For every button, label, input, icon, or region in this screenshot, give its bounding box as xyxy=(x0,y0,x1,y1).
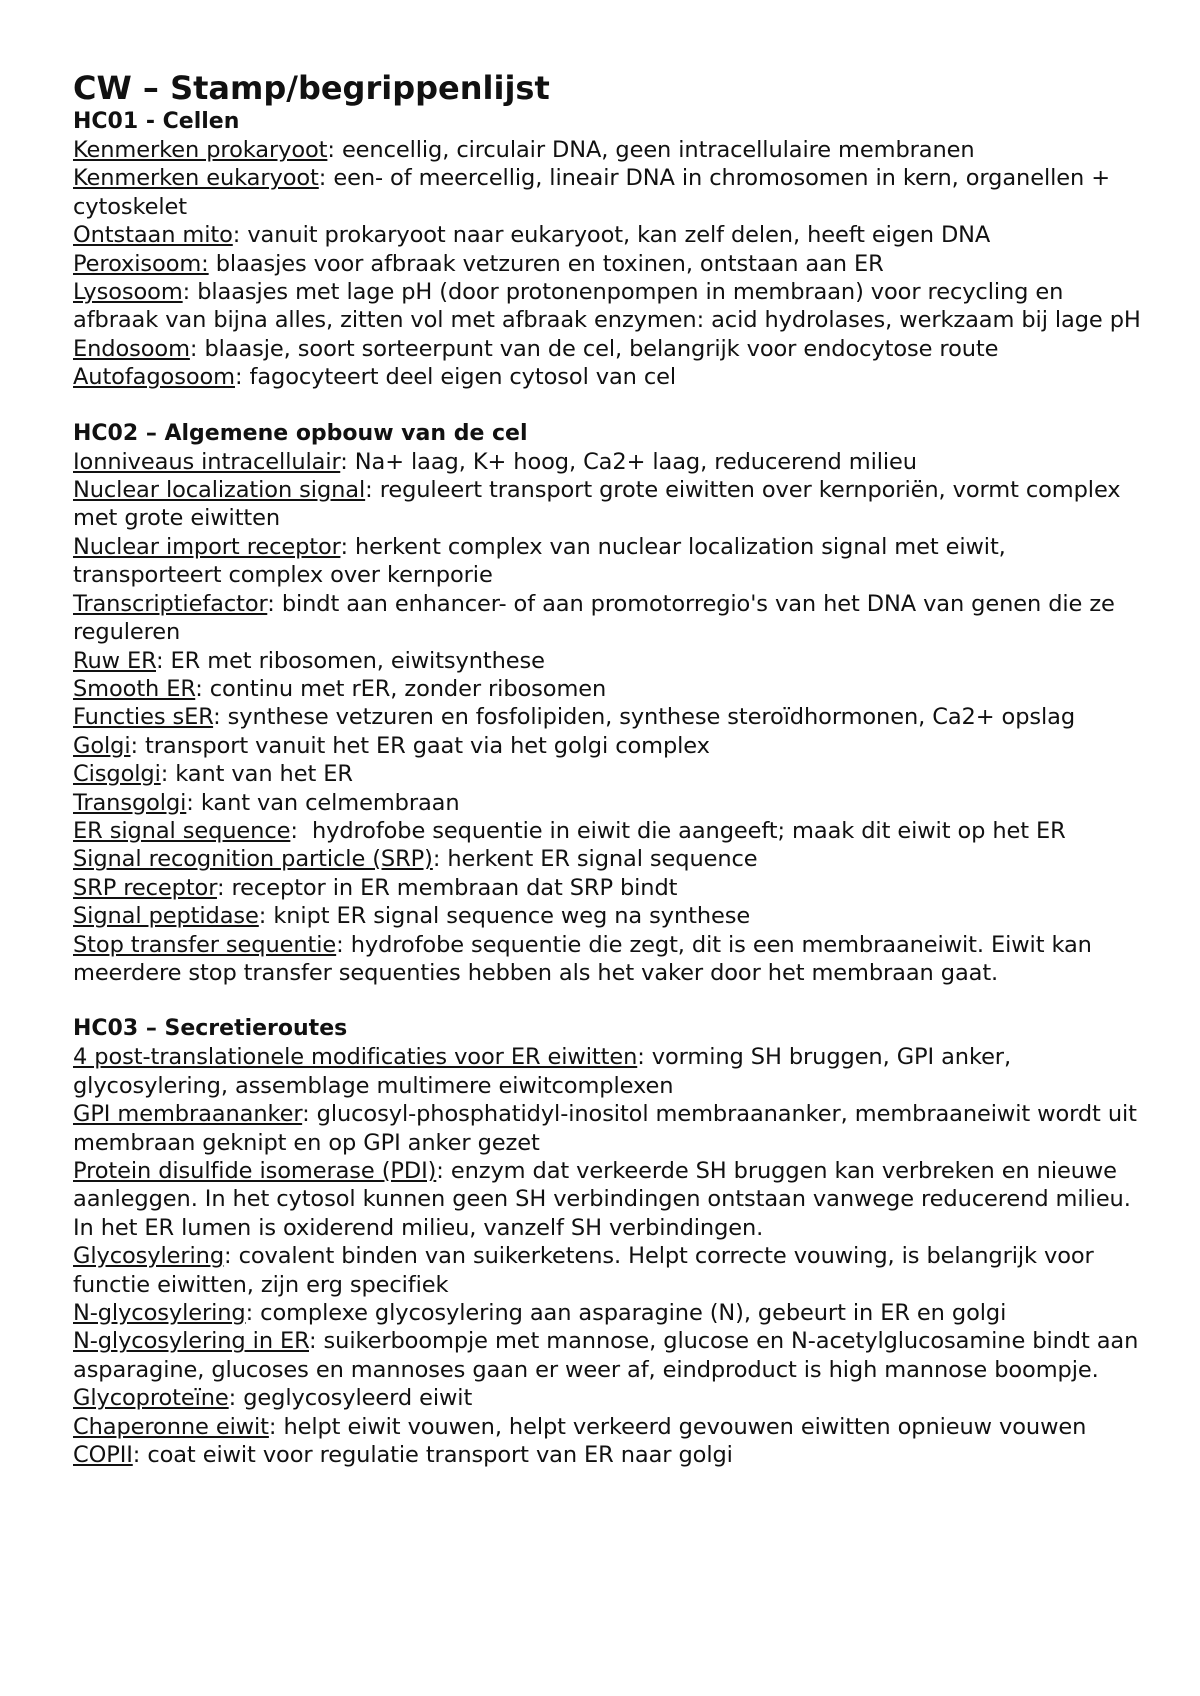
term-separator: : xyxy=(336,931,351,958)
glossary-term: Transgolgi xyxy=(73,789,187,816)
glossary-definition: Na+ laag, K+ hoog, Ca2+ laag, reducerend milieu xyxy=(354,448,917,475)
glossary-definition: kant van het ER xyxy=(175,761,353,788)
glossary-term: Autofagosoom xyxy=(73,364,235,391)
glossary-definition: herkent complex van nuclear localization signal met eiwit, transporteert complex over kernporie xyxy=(73,533,1006,589)
term-separator: : xyxy=(637,1044,652,1071)
glossary-term: Nuclear localization signal xyxy=(73,477,366,504)
glossary-term: Ruw ER xyxy=(73,647,156,674)
glossary-definition: herkent ER signal sequence xyxy=(447,846,758,873)
glossary-entry xyxy=(73,703,1143,731)
glossary-term: Smooth ER xyxy=(73,675,196,702)
term-separator: : xyxy=(228,1385,244,1412)
glossary-entry xyxy=(73,1384,1143,1412)
term-separator: : xyxy=(340,533,355,560)
glossary-definition: bindt aan enhancer- of aan promotorregio's van het DNA van genen die ze reguleren xyxy=(73,590,1115,646)
glossary-term: GPI membraananker xyxy=(73,1101,303,1128)
glossary-definition: covalent binden van suikerketens. Helpt correcte vouwing, is belangrijk voor functie eiwitten, zijn erg specifiek xyxy=(73,1243,1094,1298)
term-separator: : xyxy=(234,364,250,391)
glossary-definition: complexe glycosylering aan asparagine (N), gebeurt in ER en golgi xyxy=(260,1300,1007,1327)
glossary-term: Stop transfer sequentie xyxy=(73,931,337,958)
glossary-term: Functies sER xyxy=(73,704,214,731)
glossary-entry xyxy=(73,250,1143,278)
term-separator: : xyxy=(267,590,282,617)
term-separator: : xyxy=(156,647,171,674)
section-heading: HC01 - Cellen xyxy=(73,109,240,134)
glossary-entry xyxy=(73,164,1143,221)
term-separator: : xyxy=(186,789,201,816)
glossary-term: Kenmerken prokaryoot xyxy=(73,137,328,163)
glossary-entry xyxy=(73,278,1143,335)
glossary-definition: blaasjes voor afbraak vetzuren en toxinen, ontstaan aan ER xyxy=(215,250,884,277)
section-hc02 xyxy=(73,420,1143,988)
term-separator: : xyxy=(195,675,210,702)
glossary-term: Glycosylering xyxy=(73,1243,225,1270)
section-hc03 xyxy=(73,1015,1143,1469)
glossary-definition: vanuit prokaryoot naar eukaryoot, kan zelf delen, heeft eigen DNA xyxy=(247,222,991,249)
glossary-entry xyxy=(73,335,1143,363)
glossary-entry xyxy=(73,136,1143,164)
term-separator: : xyxy=(268,1413,284,1440)
glossary-entry xyxy=(73,931,1143,988)
term-separator: : xyxy=(232,222,248,249)
term-separator: : xyxy=(340,448,355,475)
glossary-entry xyxy=(73,760,1143,788)
glossary-term: Transcriptiefactor xyxy=(73,590,268,617)
glossary-definition: kant van celmembraan xyxy=(200,789,460,816)
term-separator: : xyxy=(318,165,334,192)
glossary-definition: een- of meercellig, lineair DNA in chromosomen in kern, organellen + cytoskelet xyxy=(73,165,1110,220)
glossary-entry xyxy=(73,590,1143,647)
glossary-term: Protein disulfide isomerase (PDI) xyxy=(73,1158,437,1184)
term-separator: : xyxy=(302,1101,317,1128)
glossary-entry xyxy=(73,1157,1143,1242)
term-separator: : xyxy=(132,1442,148,1469)
term-separator: : xyxy=(182,279,198,306)
glossary-entry xyxy=(73,1441,1143,1469)
document-title: CW – Stamp/begrippenlijst xyxy=(73,69,550,107)
glossary-entry xyxy=(73,675,1143,703)
term-separator: : xyxy=(130,732,146,759)
glossary-entry xyxy=(73,1327,1143,1384)
section-hc01 xyxy=(73,108,1143,392)
glossary-term: Ionniveaus intracellulair xyxy=(73,448,341,475)
glossary-entry xyxy=(73,476,1143,533)
term-separator: : xyxy=(436,1158,451,1184)
glossary-term: Nuclear import receptor xyxy=(73,533,341,560)
glossary-term: Signal recognition particle (SRP) xyxy=(73,846,433,873)
glossary-entry xyxy=(73,1299,1143,1327)
term-separator: : xyxy=(258,903,274,930)
term-separator: : xyxy=(327,137,342,163)
glossary-term: Endosoom xyxy=(73,335,190,362)
glossary-definition: synthese vetzuren en fosfolipiden, synthese steroïdhormonen, Ca2+ opslag xyxy=(227,704,1076,731)
glossary-definition: enzym dat verkeerde SH bruggen kan verbreken en nieuwe aanleggen. In het cytosol kunnen geen SH verbindingen ontstaan vanwege reducerend milieu. In het ER lumen is oxiderend milieu, vanzelf SH verbindingen. xyxy=(73,1158,1131,1241)
glossary-term: Lysosoom xyxy=(73,279,183,306)
glossary-definition: vorming SH bruggen, GPI anker, glycosylering, assemblage multimere eiwitcomplexen xyxy=(73,1044,1012,1099)
term-separator: : xyxy=(309,1328,324,1355)
glossary-entry xyxy=(73,533,1143,590)
glossary-term: ER signal sequence xyxy=(73,817,291,844)
glossary-term: Signal peptidase xyxy=(73,903,259,930)
glossary-definition: glucosyl-phosphatidyl-inositol membraananker, membraaneiwit wordt uit membraan geknipt en op GPI anker gezet xyxy=(73,1101,1137,1156)
glossary-term: Glycoproteïne xyxy=(73,1385,229,1412)
glossary-term: SRP receptor xyxy=(73,874,217,901)
glossary-definition: geglycosyleerd eiwit xyxy=(243,1385,473,1412)
glossary-definition: blaasje, soort sorteerpunt van de cel, belangrijk voor endocytose route xyxy=(204,335,999,362)
glossary-definition: hydrofobe sequentie die zegt, dit is een membraaneiwit. Eiwit kan meerdere stop transfer sequenties hebben als het vaker door het membraan gaat. xyxy=(73,931,1092,986)
term-separator: : xyxy=(216,874,232,901)
glossary-definition: coat eiwit voor regulatie transport van ER naar golgi xyxy=(147,1442,733,1469)
glossary-definition: hydrofobe sequentie in eiwit die aangeeft; maak dit eiwit op het ER xyxy=(311,817,1066,844)
glossary-entry xyxy=(73,902,1143,930)
glossary-entry xyxy=(73,647,1143,675)
glossary-term: 4 post-translationele modificaties voor ER eiwitten xyxy=(73,1044,638,1071)
term-separator: : xyxy=(213,704,228,731)
glossary-term: N-glycosylering in ER xyxy=(73,1328,309,1355)
glossary-entry xyxy=(73,1413,1143,1441)
glossary-definition: receptor in ER membraan dat SRP bindt xyxy=(231,874,678,901)
glossary-definition: knipt ER signal sequence weg na synthese xyxy=(273,903,751,930)
glossary-definition: helpt eiwit vouwen, helpt verkeerd gevouwen eiwitten opnieuw vouwen xyxy=(283,1413,1087,1440)
term-separator: : xyxy=(365,477,380,504)
glossary-entry xyxy=(73,1242,1143,1299)
term-separator: : xyxy=(160,761,176,788)
glossary-entry xyxy=(73,874,1143,902)
glossary-entry xyxy=(73,363,1143,391)
term-separator: : xyxy=(245,1300,261,1327)
term-separator xyxy=(209,251,216,277)
glossary-entry xyxy=(73,1043,1143,1100)
glossary-term: Ontstaan mito xyxy=(73,222,233,249)
glossary-definition: reguleert transport grote eiwitten over kernporiën, vormt complex met grote eiwitten xyxy=(73,477,1121,532)
glossary-term: Cisgolgi xyxy=(73,761,161,788)
section-heading: HC02 – Algemene opbouw van de cel xyxy=(73,420,528,446)
document-page xyxy=(73,68,1143,1469)
glossary-definition: transport vanuit het ER gaat via het golgi complex xyxy=(145,732,710,759)
glossary-entry xyxy=(73,221,1143,249)
glossary-entry xyxy=(73,448,1143,476)
glossary-term: Chaperonne eiwit xyxy=(73,1413,269,1440)
glossary-entry xyxy=(73,789,1143,817)
glossary-term: N-glycosylering xyxy=(73,1300,246,1327)
glossary-definition: ER met ribosomen, eiwitsynthese xyxy=(170,647,545,674)
glossary-term: Golgi xyxy=(73,732,131,759)
term-separator: : xyxy=(189,335,205,362)
section-heading: HC03 – Secretieroutes xyxy=(73,1016,348,1042)
glossary-entry xyxy=(73,1100,1143,1157)
glossary-definition: suikerboompje met mannose, glucose en N-acetylglucosamine bindt aan asparagine, glucoses en mannoses gaan er weer af, eindproduct is high mannose boompje. xyxy=(73,1328,1139,1383)
glossary-definition: fagocyteert deel eigen cytosol van cel xyxy=(249,364,677,391)
term-separator: : xyxy=(224,1243,239,1270)
glossary-term: Peroxisoom: xyxy=(73,250,209,277)
glossary-definition: blaasjes met lage pH (door protonenpompen in membraan) voor recycling en afbraak van bijna alles, zitten vol met afbraak enzymen: acid hydrolases, werkzaam bij lage pH xyxy=(73,279,1141,334)
glossary-definition: continu met rER, zonder ribosomen xyxy=(209,675,607,702)
glossary-definition: eencellig, circulair DNA, geen intracellulaire membranen xyxy=(341,137,975,163)
glossary-entry xyxy=(73,845,1143,873)
glossary-entry xyxy=(73,817,1143,845)
glossary-term: Kenmerken eukaryoot xyxy=(73,165,319,192)
glossary-entry xyxy=(73,732,1143,760)
term-separator: : xyxy=(432,846,448,873)
glossary-term: COPII xyxy=(73,1442,133,1469)
term-separator: : xyxy=(290,817,312,844)
